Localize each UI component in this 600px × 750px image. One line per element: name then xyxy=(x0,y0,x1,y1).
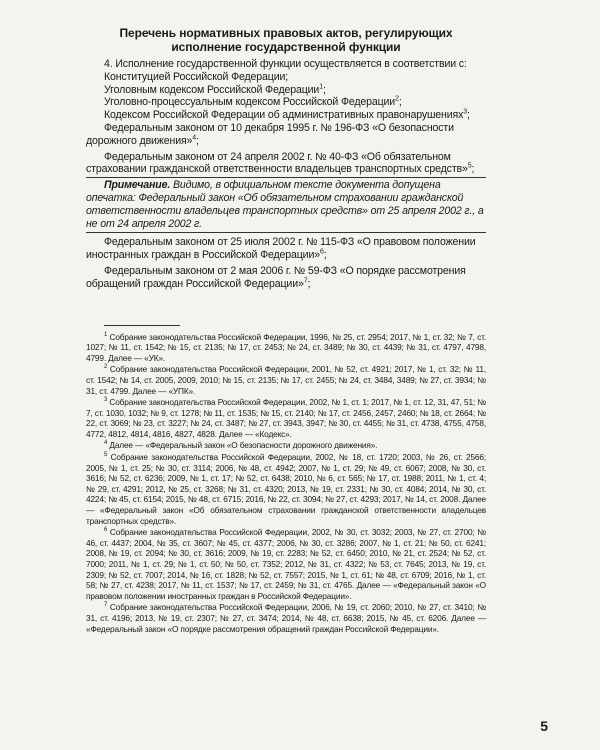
footnote-7 xyxy=(86,602,486,634)
list-item-text: Кодексом Российской Федерации об административных правонарушениях xyxy=(104,109,464,122)
footnote-3 xyxy=(86,397,486,439)
footnote-number: 4 xyxy=(104,440,108,447)
footnote-ref[interactable]: 4 xyxy=(192,134,197,142)
footnote-number: 6 xyxy=(104,527,108,534)
list-item-text: Уголовно-процессуальным кодексом Российской Федерации xyxy=(104,96,396,109)
list-item-tail: ; xyxy=(398,96,402,109)
footnote-text: Собрание законодательства Российской Федерации, 2002, № 30, ст. 3032; 2003, № 27, ст. 2700; № 46, ст. 4437; 2004, № 35, ст. 3607; № 45, ст. 4377; 2006, № 30, ст. 3286; 2007, № 1, ст. 21; № 50, ст. 6241; 2008, № 19, ст. 2094; № 30, ст. 3616; 2009, № 19, ст. 2283; № 52, ст. 6450; 2010, № 21, ст. 2524; № 52, ст. 7000; 2011, № 1, ст. 29; № 1, ст. 50; № 50, ст. 7352; 2012, № 31, ст. 4322; № 53, ст. 7645; 2013, № 19, ст. 2309; № 52, ст. 7007; 2014, № 16, ст. 1828; № 52, ст. 7557; 2015, № 1, ст. 61; № 48, ст. 6709; 2016, № 1, ст. 58; № 27, ст. 4238; 2017, № 11, ст. 1537; № 17, ст. 2459; № 31, ст. 4765. Далее — «Федеральный закон «О правовом положении иностранных граждан в Российской Федерации». xyxy=(86,527,487,601)
footnote-ref[interactable]: 1 xyxy=(319,83,323,91)
paragraph-text: Федеральным законом от 2 мая 2006 г. № 59-ФЗ «О порядке рассмотрения обращений граждан Российской Федерации» xyxy=(86,264,466,290)
footnote-1 xyxy=(86,332,486,364)
paragraph-law-2002-115fz xyxy=(86,236,486,262)
page-number: 5 xyxy=(540,718,548,734)
footnote-5 xyxy=(86,452,486,526)
paragraph-text: Федеральным законом от 25 июля 2002 г. № 115-ФЗ «О правовом положении иностранных граждан в Российской Федерации» xyxy=(86,236,476,262)
list-item-text: Уголовным кодексом Российской Федерации xyxy=(104,83,320,96)
list-item-constitution xyxy=(86,71,486,84)
section-title xyxy=(86,26,486,54)
paragraph-tail: ; xyxy=(196,134,199,147)
section-title-line-1: Перечень нормативных правовых актов, регулирующих xyxy=(119,26,453,40)
footnote-ref[interactable]: 5 xyxy=(467,162,472,170)
section-title-line-2: исполнение государственной функции xyxy=(171,40,401,54)
paragraph-text: Федеральным законом от 24 апреля 2002 г. № 40-ФЗ «Об обязательном страховании гражданской ответственности владельцев транспортных средств» xyxy=(86,150,468,176)
footnote-ref[interactable]: 7 xyxy=(303,277,308,285)
paragraph-tail: ; xyxy=(471,163,475,176)
footnote-text: Собрание законодательства Российской Федерации, 2002, № 1, ст. 1; 2017, № 1, ст. 12, 31, 47, 51; № 7, ст. 1030, 1032; № 9, ст. 1278; № 11, ст. 1535; № 15, ст. 2140; № 17, ст. 2456, 2457, 2460; № 18, ст. 2664; № 22, ст. 3069; № 23, ст. 3227; № 24, ст. 3487; № 27, ст. 3943, 3947; № 30, ст. 4455; № 31, ст. 4738, 4755, 4758, 4772, 4812, 4814, 4816, 4827, 4828. Далее — «Кодекс». xyxy=(86,397,486,439)
list-item-criminal-code xyxy=(86,84,486,97)
list-item-tail: ; xyxy=(322,83,326,96)
page-content xyxy=(86,26,486,635)
paragraph-tail: ; xyxy=(307,277,311,290)
footnote-2 xyxy=(86,364,486,396)
footnote-ref[interactable]: 6 xyxy=(319,248,324,256)
footnote-text: Собрание законодательства Российской Федерации, 2002, № 18, ст. 1720; 2003, № 26, ст. 2566; 2005, № 1, ст. 25; № 30, ст. 3114; 2006, № 48, ст. 4942; 2007, № 1, ст. 29; № 49, ст. 6067; 2008, № 30, ст. 3616; № 52, ст. 6236; 2009, № 1, ст. 17; № 52, ст. 6438; 2010, № 6, ст. 565; № 17, ст. 1988; 2011, № 1, ст. 4; № 29, ст. 4291; 2012, № 25, ст. 3268; № 31, ст. 4320; 2013, № 19, ст. 2331; № 30, ст. 4084; 2014, № 30, ст. 4224; № 45, ст. 6154; 2015, № 48, ст. 6715; 2016, № 22, ст. 3094; № 27, ст. 4293; 2017, № 14, ст. 2008. Далее — «Федеральный закон «Об обязательном страховании гражданской ответственности владельцев транспортных средств». xyxy=(86,452,487,526)
editorial-note xyxy=(86,177,486,233)
footnotes xyxy=(86,332,486,635)
paragraph-law-1995 xyxy=(86,122,486,148)
footnote-separator xyxy=(104,325,180,326)
list-item-tail: ; xyxy=(467,109,470,122)
footnote-text: Далее — «Федеральный закон «О безопасности дорожного движения». xyxy=(109,440,378,451)
footnote-ref[interactable]: 3 xyxy=(463,108,468,116)
paragraph-law-2006 xyxy=(86,265,486,291)
footnote-number: 7 xyxy=(104,602,108,609)
footnote-ref[interactable]: 2 xyxy=(395,95,399,103)
footnote-number: 5 xyxy=(104,452,108,459)
footnote-number: 2 xyxy=(104,364,108,371)
footnote-number: 3 xyxy=(104,397,108,404)
list-item-criminal-procedure-code xyxy=(86,96,486,109)
footnote-text: Собрание законодательства Российской Федерации, 2006, № 19, ст. 2060; 2010, № 27, ст. 3410; № 31, ст. 4196; 2013, № 19, ст. 2307; № 27, ст. 3474; 2014, № 48, ст. 6638; 2015, № 45, ст. 6206. Далее — «Федеральный закон «О порядке рассмотрения обращений граждан Российской Федерации». xyxy=(86,602,487,634)
paragraph-text: Федеральным законом от 10 декабря 1995 г. № 196-ФЗ «О безопасности дорожного движения» xyxy=(86,121,454,147)
footnote-text: Собрание законодательства Российской Федерации, 1996, № 25, ст. 2954; 2017, № 1, ст. 32; № 7, ст. 1027; № 11, ст. 1542; № 15, ст. 2135; № 17, ст. 2453; № 24, ст. 3489; № 30, ст. 4439; № 31, ст. 4797, 4798, 4799. Далее — «УК». xyxy=(86,331,487,363)
footnote-6 xyxy=(86,527,486,601)
paragraph-law-2002-40fz xyxy=(86,151,486,177)
footnote-number: 1 xyxy=(104,331,108,338)
footnote-text: Собрание законодательства Российской Федерации, 2001, № 52, ст. 4921; 2017, № 1, ст. 32; № 11, ст. 1542; № 14, ст. 2005, 2009, 2010; № 15, ст. 2135; № 17, ст. 2455; № 24, ст. 3484, 3489; № 27, ст. 3934; № 31, ст. 4799. Далее — «УПК». xyxy=(86,364,487,396)
intro-paragraph: 4. Исполнение государственной функции осуществляется в соответствии с: xyxy=(104,58,467,70)
list-item-admin-code xyxy=(86,109,486,122)
note-label: Примечание. xyxy=(104,179,171,192)
note-text: Видимо, в официальном тексте документа допущена опечатка: Федеральный закон «Об обязательном страховании гражданской ответственности владельцев транспортных средств» от 25 апреля 2002 г., а не от 24 апреля 2002 г. xyxy=(86,179,484,230)
paragraph-tail: ; xyxy=(323,249,327,262)
footnote-4 xyxy=(86,440,486,451)
list-item-text: Конституцией Российской Федерации; xyxy=(104,70,289,83)
